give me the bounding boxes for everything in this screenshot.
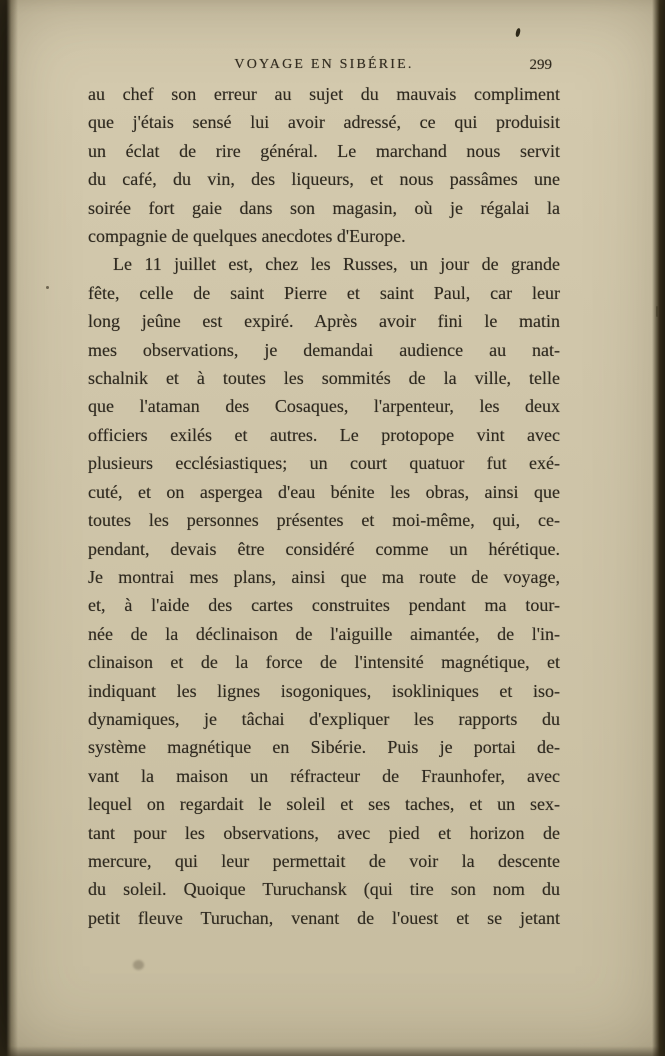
text-line: que l'ataman des Cosaques, l'arpenteur, les deux xyxy=(88,396,560,417)
text-line: soirée fort gaie dans son magasin, où je régalai la xyxy=(88,197,560,218)
text-line: au chef son erreur au sujet du mauvais compliment xyxy=(88,84,560,104)
scan-speck xyxy=(656,306,658,317)
page-header xyxy=(88,57,560,79)
text-line: du soleil. Quoique Turuchansk (qui tire son nom du xyxy=(88,879,560,900)
scan-edge-left xyxy=(0,0,18,1056)
text-line: plusieurs ecclésiastiques; un court quatuor fut exé- xyxy=(88,453,560,474)
text-line: petit fleuve Turuchan, venant de l'ouest et se jetant xyxy=(88,907,560,928)
scan-edge-right xyxy=(652,0,665,1056)
scan-speck xyxy=(515,28,521,38)
scan-edge-bottom xyxy=(0,1046,665,1056)
text-line: mercure, qui leur permettait de voir la descente xyxy=(88,850,560,871)
text-line: et, à l'aide des cartes construites pendant ma tour- xyxy=(88,595,560,616)
text-line: tant pour les observations, avec pied et horizon de xyxy=(88,822,560,843)
text-line: lequel on regardait le soleil et ses taches, et un sex- xyxy=(88,794,560,815)
page-number: 299 xyxy=(529,57,552,73)
text-line: Le 11 juillet est, chez les Russes, un jour de grande xyxy=(113,254,560,275)
text-line: fête, celle de saint Pierre et saint Paul, car leur xyxy=(88,282,560,303)
text-line: vant la maison un réfracteur de Fraunhofer, avec xyxy=(88,765,560,786)
text-line: indiquant les lignes isogoniques, isokliniques et iso- xyxy=(88,680,560,701)
text-line: que j'étais sensé lui avoir adressé, ce qui produisit xyxy=(88,112,560,133)
text-line: du café, du vin, des liqueurs, et nous passâmes une xyxy=(88,169,560,190)
text-line: schalnik et à toutes les sommités de la ville, telle xyxy=(88,368,560,389)
text-line: clinaison et de la force de l'intensité magnétique, et xyxy=(88,652,560,673)
text-line: toutes les personnes présentes et moi-même, qui, ce- xyxy=(88,510,560,531)
text-line: mes observations, je demandai audience au nat- xyxy=(88,339,560,360)
text-line: Je montrai mes plans, ainsi que ma route de voyage, xyxy=(88,566,560,587)
scan-speck xyxy=(46,286,49,289)
text-line: officiers exilés et autres. Le protopope vint avec xyxy=(88,424,560,445)
text-line: dynamiques, je tâchai d'expliquer les rapports du xyxy=(88,708,560,729)
text-line: long jeûne est expiré. Après avoir fini le matin xyxy=(88,311,560,332)
paragraph xyxy=(88,80,560,250)
text-line: pendant, devais être considéré comme un hérétique. xyxy=(88,538,560,559)
text-line: cuté, et on aspergea d'eau bénite les obras, ainsi que xyxy=(88,481,560,502)
scan-speck xyxy=(133,960,144,970)
page-body xyxy=(88,80,560,932)
text-line: système magnétique en Sibérie. Puis je portai de- xyxy=(88,737,560,758)
text-line: née de la déclinaison de l'aiguille aimantée, de l'in- xyxy=(88,623,560,644)
text-line: compagnie de quelques anecdotes d'Europe. xyxy=(88,226,406,247)
text-line: un éclat de rire général. Le marchand nous servit xyxy=(88,140,560,161)
paragraph xyxy=(88,250,560,932)
running-title: VOYAGE EN SIBÉRIE. xyxy=(234,57,414,72)
